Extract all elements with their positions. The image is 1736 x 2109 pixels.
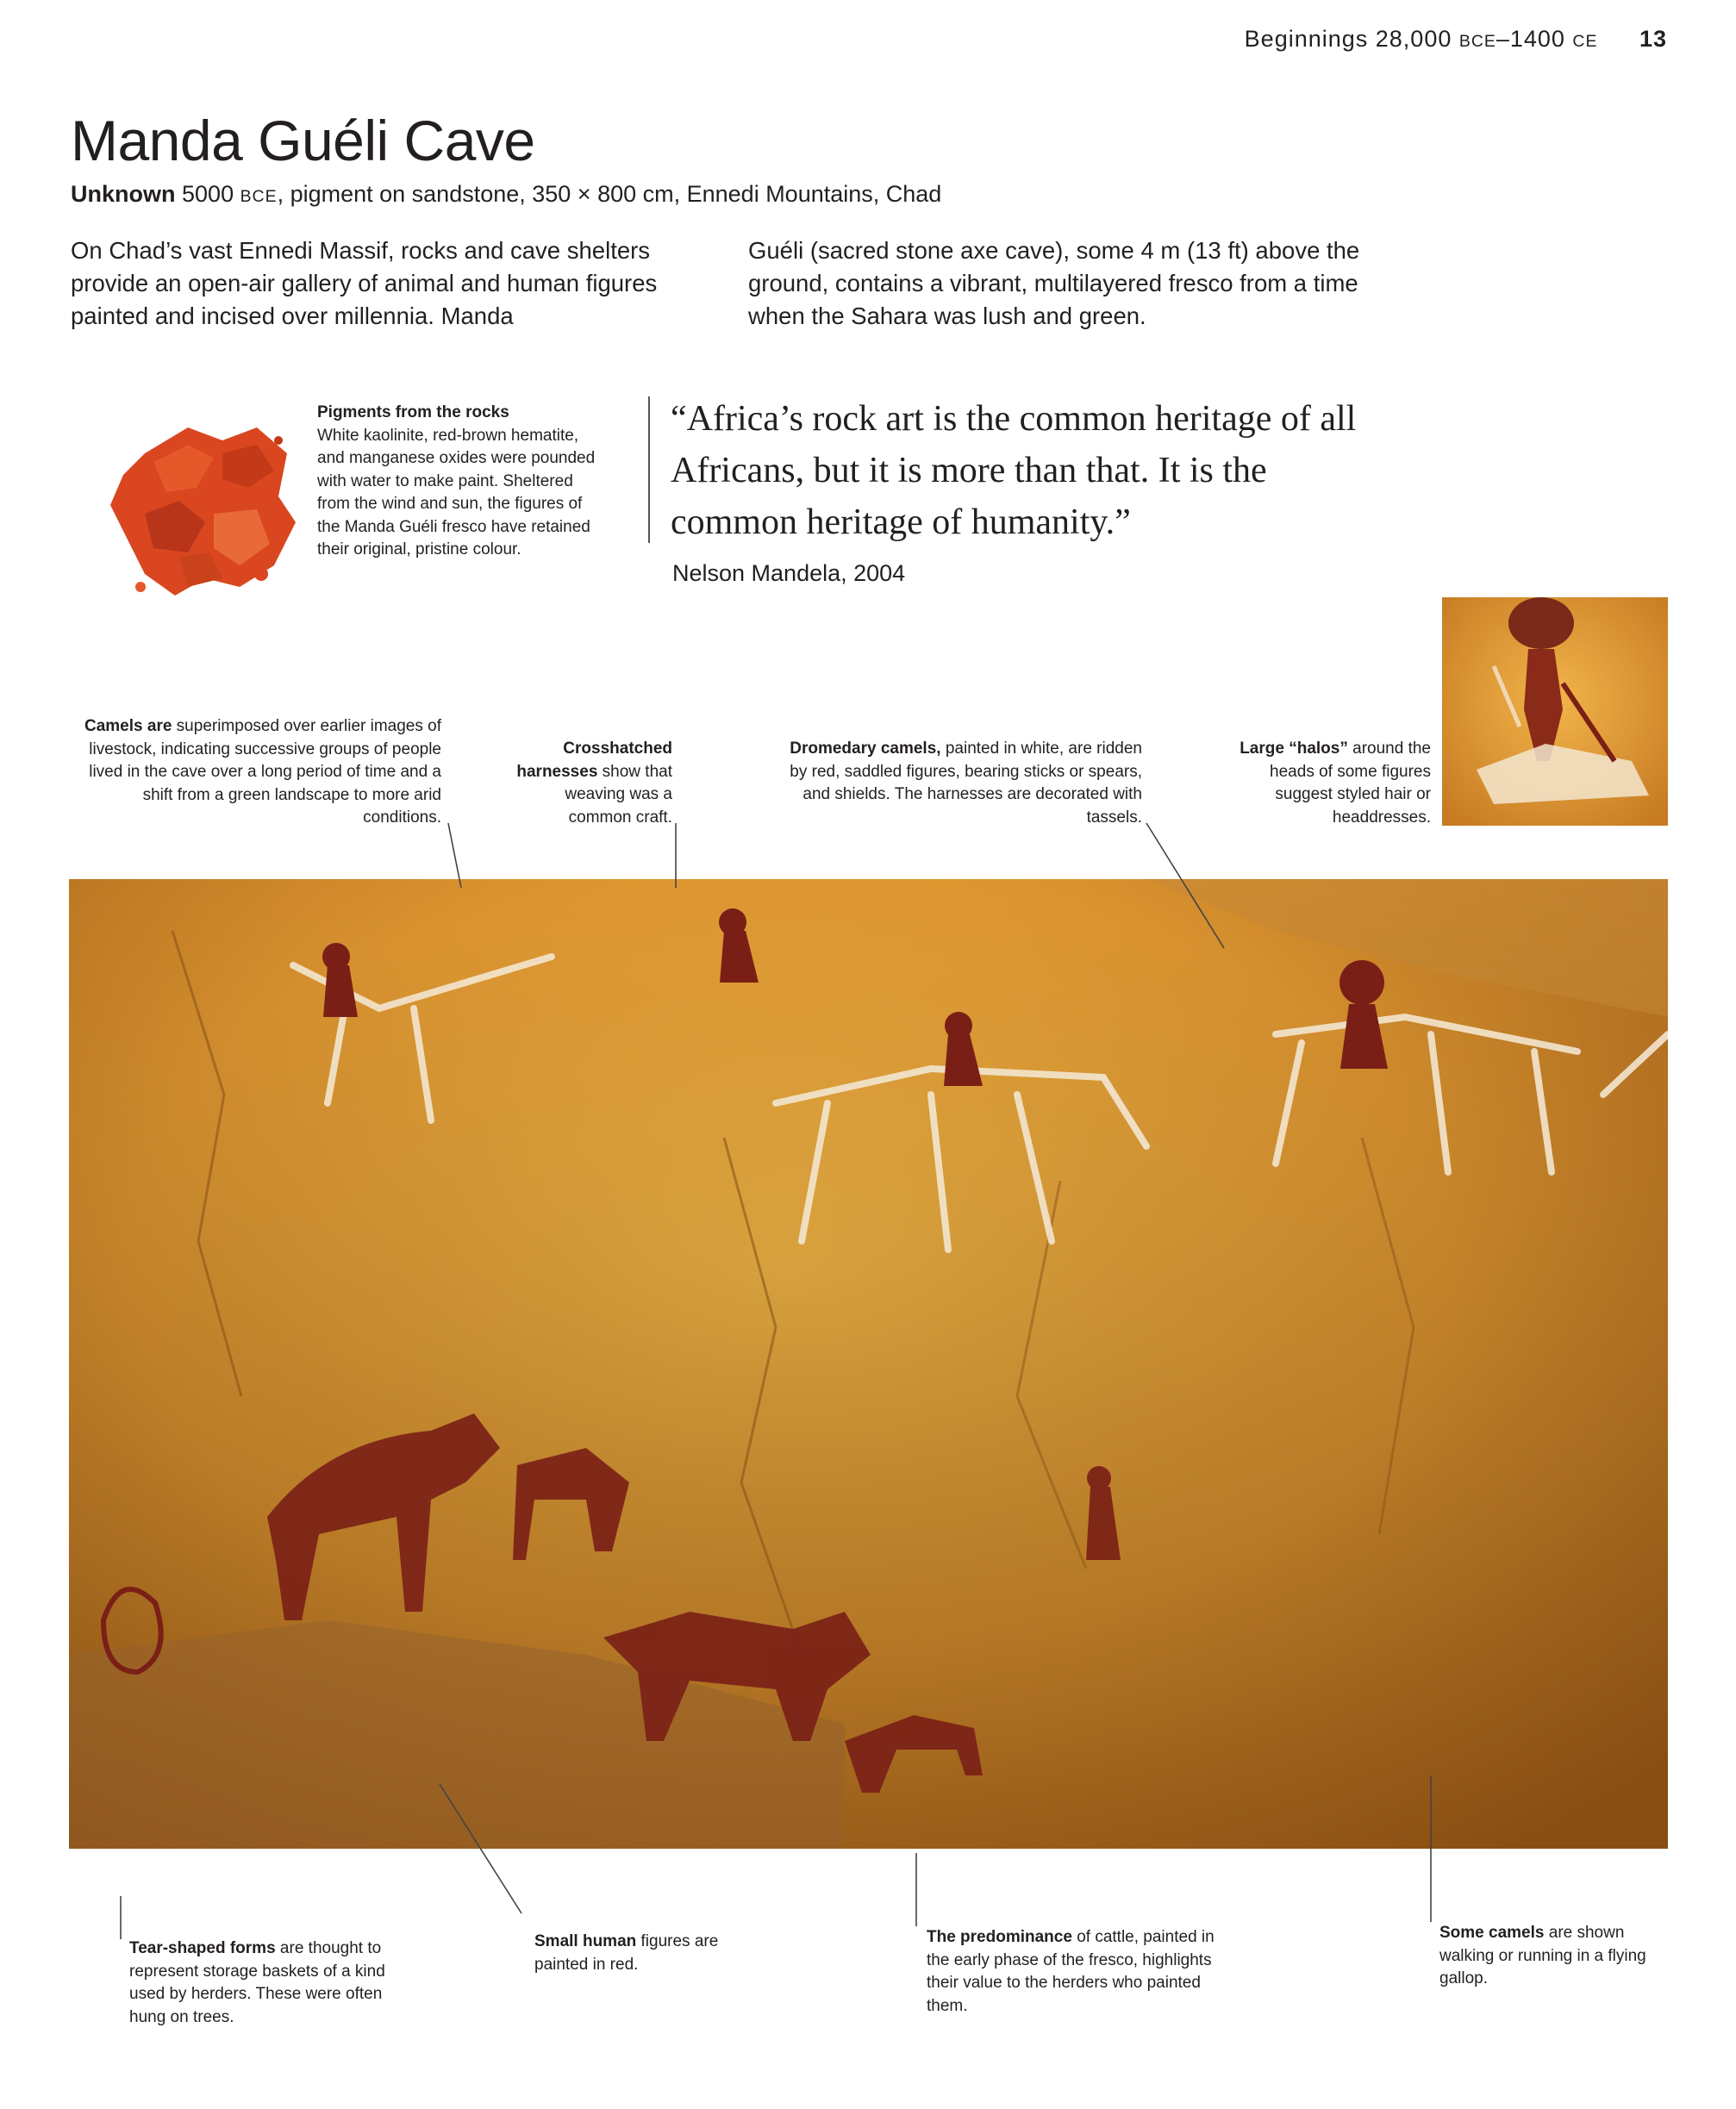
pigments-text: White kaolinite, red-brown hematite, and manganese oxides were pounded with water to make paint. Sheltered from the wind and sun, the figures of the Manda Guéli fresco have retained their original, pristine colour. (317, 426, 596, 558)
intro-column-2: Guéli (sacred stone axe cave), some 4 m (13 ft) above the ground, contains a vibrant, multilayered fresco from a time when the Sahara was lush and green. (748, 237, 1360, 329)
halo-detail-image (1442, 597, 1668, 826)
annotation-tear-lead: Tear-shaped forms (129, 1939, 276, 1957)
page-number: 13 (1639, 26, 1667, 52)
annotation-halos (1224, 738, 1431, 829)
quote-divider (648, 396, 650, 543)
annotation-camels-text: superimposed over earlier images of livestock, indicating successive groups of people lived in the cave over a long period of time and a shift from a green landscape to more arid conditions. (89, 717, 441, 827)
running-head-ce: CE (1572, 32, 1598, 51)
annotation-dromedary-lead: Dromedary camels, (790, 739, 941, 758)
running-head-dash: –1400 (1496, 26, 1573, 52)
annotation-cattle-text: of cattle, painted in the early phase of the fresco, highlights their value to the herders who painted them. (927, 1928, 1215, 2015)
running-head-text: Beginnings 28,000 (1244, 26, 1459, 52)
pull-quote: “Africa’s rock art is the common heritage of all Africans, but it is more than that. It is the common heritage of humanity.” (671, 399, 1357, 542)
annotation-gallop-text: are shown walking or running in a flying gallop. (1439, 1924, 1646, 1987)
annotation-crosshatched-lead: Crosshatched harnesses (516, 739, 672, 781)
annotation-human (534, 1931, 741, 1976)
annotation-halos-text: around the heads of some figures suggest styled hair or headdresses. (1270, 739, 1431, 827)
annotation-crosshatched-text: show that weaving was a common craft. (565, 762, 672, 827)
annotation-human-text: figures are painted in red. (534, 1932, 719, 1974)
annotation-camels-lead: Camels are (84, 717, 172, 735)
annotation-crosshatched (507, 738, 672, 829)
fresco-image (69, 879, 1668, 1849)
annotation-dromedary-text: painted in white, are ridden by red, saddled figures, bearing sticks or spears, and shields. The harnesses are decorated with tassels. (790, 739, 1142, 827)
annotation-tear-text: are thought to represent storage baskets of a kind used by herders. These were often hung on trees. (129, 1939, 385, 2026)
artwork-era: BCE (240, 187, 278, 206)
annotation-cattle-lead: The predominance (927, 1928, 1072, 1946)
annotation-gallop (1439, 1922, 1672, 1991)
pigment-rocks-image (93, 402, 300, 608)
artist-name: Unknown (71, 181, 176, 207)
running-head (1245, 26, 1667, 53)
annotation-camels (69, 715, 441, 830)
annotation-cattle (927, 1926, 1224, 2018)
artwork-year: 5000 (182, 181, 240, 207)
quote-citation: Nelson Mandela, 2004 (672, 560, 906, 586)
artwork-subtitle (71, 181, 941, 208)
annotation-gallop-lead: Some camels (1439, 1924, 1545, 1942)
annotation-dromedary (780, 738, 1142, 829)
pigments-caption (317, 402, 602, 562)
intro-column-1: On Chad’s vast Ennedi Massif, rocks and cave shelters provide an open-air gallery of animal and human figures painted and incised over millennia. Manda (71, 237, 658, 329)
artwork-details: , pigment on sandstone, 350 × 800 cm, Ennedi Mountains, Chad (277, 181, 942, 207)
page-title: Manda Guéli Cave (71, 109, 535, 172)
annotation-tear (129, 1937, 422, 2029)
pigments-heading: Pigments from the rocks (317, 403, 509, 421)
annotation-human-lead: Small human (534, 1932, 637, 1950)
running-head-bce: BCE (1458, 32, 1496, 51)
annotation-halos-lead: Large “halos” (1240, 739, 1348, 758)
